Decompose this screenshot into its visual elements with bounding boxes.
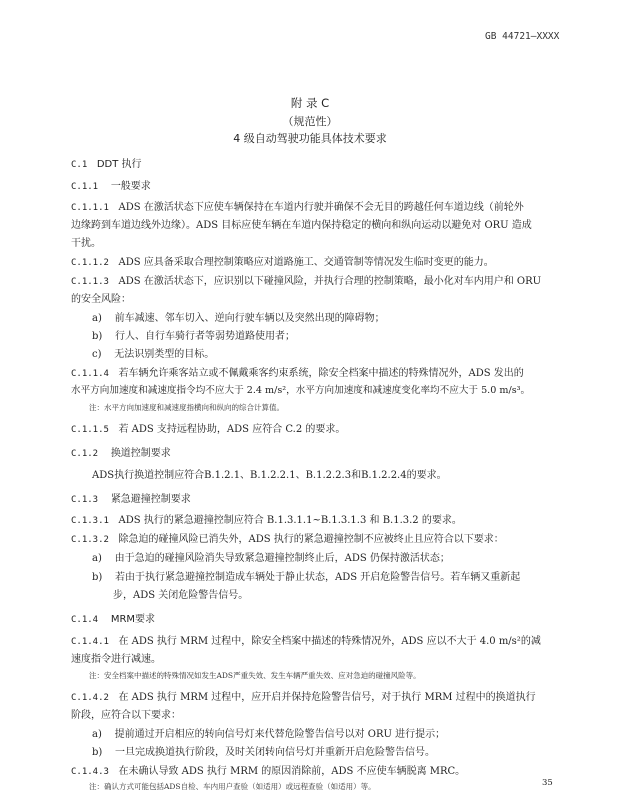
clause-number: C.1.3.2: [71, 535, 109, 545]
list-text: 提前通过开启相应的转向信号灯来代替危险警告信号以对 ORU 进行提示；: [114, 729, 446, 740]
list-text: 若由于执行紧急避撞控制造成车辆处于静止状态，ADS 开启危险警告信号。若车辆又重新起: [115, 572, 521, 583]
clause-line: [71, 530, 504, 545]
appendix-title: 附 录 C: [290, 96, 330, 110]
clause-line: [71, 253, 494, 268]
page-number: 35: [542, 778, 553, 788]
list-item: [92, 549, 450, 564]
clause-continuation: 阶段，应符合以下要求：: [71, 710, 181, 721]
subsection-title: 一般要求: [110, 181, 151, 192]
note: 注：确认方式可能包括ADS自检、车内用户查验（如适用）或远程查验（如适用）等。: [89, 782, 376, 791]
clause-line: [71, 198, 524, 213]
subsection-title: 紧急避撞控制要求: [110, 494, 191, 505]
paragraph: ADS执行换道控制应符合B.1.2.1、B.1.2.2.1、B.1.2.2.3和B.1.2.2.4的要求。: [92, 470, 447, 481]
subsection-number: C.1.2: [71, 449, 99, 459]
subsection-heading: [71, 610, 155, 625]
clause-text: ADS 应具备采取合理控制策略应对道路施工、交通管制等情况发生临时变更的能力。: [118, 257, 494, 268]
list-item: [92, 345, 214, 360]
subsection-number: C.1.4: [71, 615, 99, 625]
list-item: [92, 725, 445, 740]
list-marker: b): [92, 331, 103, 342]
clause-text: ADS 在激活状态下，应识别以下碰撞风险，并执行合理的控制策略，最小化对车内用户和 ORU: [118, 276, 542, 287]
subsection-title: MRM要求: [110, 614, 156, 625]
clause-continuation: 速度指令进行减速。: [71, 654, 161, 665]
clause-line: [71, 420, 345, 435]
clause-text: ADS 执行的紧急避撞控制应符合 B.1.3.1.1~B.1.3.1.3 和 B.1.3.2 的要求。: [118, 515, 462, 526]
section-heading: [71, 155, 142, 170]
subsection-heading: [71, 177, 151, 192]
clause-text: 在 ADS 执行 MRM 过程中，除安全档案中描述的特殊情况外，ADS 应以不大于 4.0 m/s²的减: [118, 636, 541, 647]
list-continuation: 步，ADS 关闭危险警告信号。: [113, 590, 249, 601]
clause-text: 在未确认导致 ADS 执行 MRM 的原因消除前，ADS 不应使车辆脱离 MRC。: [118, 766, 466, 777]
list-text: 由于急迫的碰撞风险消失导致紧急避撞控制终止后，ADS 仍保持激活状态；: [114, 553, 450, 564]
clause-text: 若 ADS 支持远程协助，ADS 应符合 C.2 的要求。: [118, 424, 346, 435]
list-text: 一旦完成换道执行阶段，及时关闭转向信号灯并重新开启危险警告信号。: [115, 747, 436, 758]
clause-number: C.1.1.1: [71, 203, 109, 213]
clause-number: C.1.1.5: [71, 425, 109, 435]
list-marker: a): [92, 313, 102, 324]
clause-number: C.1.4.1: [71, 637, 109, 647]
clause-number: C.1.1.3: [71, 277, 109, 287]
clause-number: C.1.1.2: [71, 258, 109, 268]
clause-text: ADS 在激活状态下应使车辆保持在车道内行驶并确保不会无目的跨越任何车道边线（前轮外: [118, 202, 524, 213]
clause-continuation: 的安全风险：: [71, 294, 131, 305]
clause-continuation: 水平方向加速度和减速度指令均不应大于 2.4 m/s²，水平方向加速度和减速度变化率均不应大于 5.0 m/s³。: [71, 385, 531, 396]
list-marker: a): [92, 729, 102, 740]
section-number: C.1: [71, 160, 88, 170]
clause-continuation: 干扰。: [71, 238, 101, 249]
subsection-heading: [71, 444, 171, 459]
list-text: 行人、自行车骑行者等弱势道路使用者；: [115, 331, 296, 342]
clause-number: C.1.1.4: [71, 369, 109, 379]
clause-text: 若车辆允许乘客站立或不佩戴乘客约束系统，除安全档案中描述的特殊情况外，ADS 发出的: [118, 368, 524, 379]
list-item: [92, 309, 385, 324]
list-item: [92, 743, 435, 758]
clause-text: 在 ADS 执行 MRM 过程中，应开启并保持危险警告信号，对于执行 MRM 过程中的换道执行: [118, 692, 536, 703]
list-text: 前车减速、邻车切入、逆向行驶车辆以及突然出现的障碍物；: [114, 313, 385, 324]
list-marker: a): [92, 553, 102, 564]
appendix-nature: （规范性）: [282, 115, 338, 128]
list-text: 无法识别类型的目标。: [114, 349, 215, 360]
list-marker: c): [92, 349, 102, 360]
clause-line: [71, 762, 465, 777]
list-item: [92, 568, 520, 583]
clause-line: [71, 364, 524, 379]
section-title: DDT 执行: [96, 159, 142, 170]
clause-continuation: 边缘跨到车道边线外边缘）。ADS 目标应使车辆在车道内保持稳定的横向和纵向运动以避免对 ORU 造成: [71, 220, 532, 231]
subsection-title: 换道控制要求: [110, 448, 171, 459]
clause-line: [71, 688, 536, 703]
clause-number: C.1.3.1: [71, 516, 109, 526]
note: 注：安全档案中描述的特殊情况如发生ADS严重失效、发生车辆严重失效、应对急迫的碰撞风险等。: [89, 671, 421, 680]
clause-line: [71, 511, 462, 526]
clause-text: 除急迫的碰撞风险已消失外，ADS 执行的紧急避撞控制不应被终止且应符合以下要求：: [118, 534, 504, 545]
list-marker: b): [92, 572, 103, 583]
appendix-subject: 4 级自动驾驶功能具体技术要求: [233, 132, 387, 145]
clause-number: C.1.4.2: [71, 693, 109, 703]
clause-number: C.1.4.3: [71, 767, 109, 777]
standard-number: GB 44721—XXXX: [485, 31, 560, 42]
subsection-number: C.1.1: [71, 182, 99, 192]
clause-line: [71, 272, 541, 287]
list-marker: b): [92, 747, 103, 758]
subsection-heading: [71, 490, 191, 505]
note: 注：水平方向加速度和减速度指横向和纵向的综合计算值。: [89, 403, 284, 412]
clause-line: [71, 632, 541, 647]
list-item: [92, 327, 295, 342]
subsection-number: C.1.3: [71, 495, 99, 505]
